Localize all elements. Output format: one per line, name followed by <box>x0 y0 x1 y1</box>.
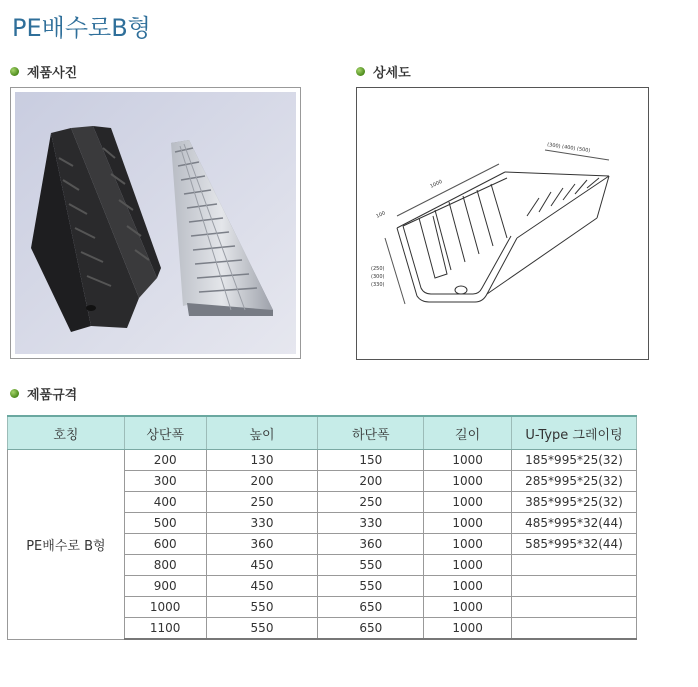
table-cell: 200 <box>318 471 424 492</box>
table-cell: 200 <box>124 450 206 471</box>
table-cell: 285*995*25(32) <box>512 471 637 492</box>
table-cell: 1000 <box>424 534 512 555</box>
table-cell <box>512 597 637 618</box>
table-cell: 300 <box>124 471 206 492</box>
table-cell: 1000 <box>424 471 512 492</box>
table-cell: 185*995*25(32) <box>512 450 637 471</box>
table-cell: 450 <box>206 576 318 597</box>
table-cell: 1000 <box>424 450 512 471</box>
section-detail-text: 상세도 <box>373 66 411 81</box>
table-header-row <box>8 416 637 450</box>
table-cell: 1000 <box>424 597 512 618</box>
header-length: 길이 <box>424 416 512 450</box>
section-spec-text: 제품규격 <box>27 388 78 403</box>
dim-h3: (330) <box>371 282 385 288</box>
table-cell: 585*995*32(44) <box>512 534 637 555</box>
table-cell: 550 <box>318 555 424 576</box>
table-cell: 330 <box>318 513 424 534</box>
bullet-icon <box>356 67 365 76</box>
dim-h1: (250) <box>371 266 385 272</box>
dim-length: 1000 <box>429 178 444 190</box>
section-detail-label <box>356 62 411 81</box>
section-photo-label <box>10 62 77 81</box>
section-spec-label <box>10 384 77 403</box>
header-grating: U-Type 그레이팅 <box>512 416 637 450</box>
table-cell: 250 <box>206 492 318 513</box>
detail-drawing-image <box>357 88 648 359</box>
table-cell: 360 <box>318 534 424 555</box>
table-cell: 200 <box>206 471 318 492</box>
table-cell: 330 <box>206 513 318 534</box>
product-photo-image <box>11 88 300 358</box>
table-cell: 800 <box>124 555 206 576</box>
header-bottom-width: 하단폭 <box>318 416 424 450</box>
table-cell: 1000 <box>424 513 512 534</box>
bullet-icon <box>10 67 19 76</box>
header-height: 높이 <box>206 416 318 450</box>
table-cell: 550 <box>318 576 424 597</box>
table-cell <box>512 555 637 576</box>
table-cell: 1000 <box>424 576 512 597</box>
table-cell: 650 <box>318 597 424 618</box>
table-cell: 250 <box>318 492 424 513</box>
table-cell <box>512 618 637 640</box>
bullet-icon <box>10 389 19 398</box>
table-cell: 385*995*25(32) <box>512 492 637 513</box>
table-cell: 1000 <box>124 597 206 618</box>
table-cell: 485*995*32(44) <box>512 513 637 534</box>
table-cell <box>512 576 637 597</box>
table-cell: 550 <box>206 618 318 640</box>
header-name: 호칭 <box>8 416 125 450</box>
page-title: PE배수로B형 <box>12 14 151 42</box>
table-cell: 650 <box>318 618 424 640</box>
dim-widths: (300) (400) (500) <box>546 142 591 155</box>
table-cell: 900 <box>124 576 206 597</box>
table-cell: 1000 <box>424 555 512 576</box>
dim-h2: (300) <box>371 274 385 280</box>
table-cell: 1000 <box>424 618 512 640</box>
section-photo-text: 제품사진 <box>27 66 78 81</box>
table-cell: 550 <box>206 597 318 618</box>
spec-table <box>7 415 637 640</box>
table-cell: 150 <box>318 450 424 471</box>
table-cell: 130 <box>206 450 318 471</box>
table-row <box>8 450 637 471</box>
table-cell: 500 <box>124 513 206 534</box>
header-top-width: 상단폭 <box>124 416 206 450</box>
table-cell: 360 <box>206 534 318 555</box>
dim-top: 100 <box>375 210 387 220</box>
detail-drawing <box>356 87 649 360</box>
table-cell: 1000 <box>424 492 512 513</box>
table-cell: 1100 <box>124 618 206 640</box>
product-name-cell: PE배수로 B형 <box>8 450 125 640</box>
table-cell: 400 <box>124 492 206 513</box>
table-body <box>8 450 637 640</box>
table-cell: 450 <box>206 555 318 576</box>
table-cell: 600 <box>124 534 206 555</box>
product-photo <box>10 87 301 359</box>
